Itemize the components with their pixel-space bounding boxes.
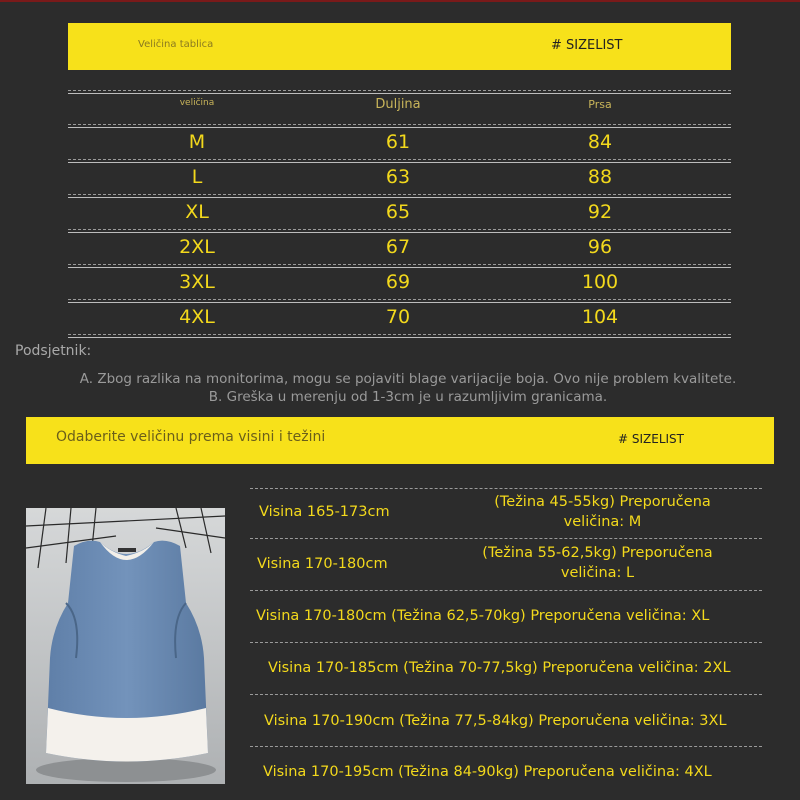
note-title: Podsjetnik:: [15, 343, 92, 359]
guide-divider: [250, 538, 762, 539]
table-divider: [68, 267, 731, 268]
table-divider: [68, 93, 731, 94]
header-size: veličina: [179, 98, 215, 108]
table-divider: [68, 197, 731, 198]
table-divider: [68, 337, 731, 338]
table-divider: [68, 90, 731, 91]
table-divider: [68, 302, 731, 303]
row-size: XL: [185, 201, 209, 223]
sizelist-label: # SIZELIST: [618, 432, 684, 446]
rec-line: Visina 170-195cm (Težina 84-90kg) Preporučena veličina: 4XL: [263, 764, 712, 780]
row-chest: 104: [581, 306, 619, 328]
table-divider: [68, 334, 731, 335]
table-divider: [68, 124, 731, 125]
rec-height: Visina 165-173cm: [259, 504, 390, 520]
row-length: 63: [385, 166, 411, 188]
row-size: M: [188, 131, 206, 153]
guide-divider: [250, 590, 762, 591]
product-photo: [26, 508, 225, 784]
row-size: 2XL: [179, 236, 215, 258]
table-divider: [68, 299, 731, 300]
rec-line: Visina 170-180cm (Težina 62,5-70kg) Preporučena veličina: XL: [256, 608, 710, 624]
table-divider: [68, 264, 731, 265]
table-divider: [68, 194, 731, 195]
rec-weight: (Težina 55-62,5kg) Preporučena veličina: L: [482, 545, 713, 581]
note-body: A. Zbog razlika na monitorima, mogu se pojaviti blage varijacije boja. Ovo nije problem kvalitete. B. Greška u merenju od 1-3cm je u razumljivim granicama.: [79, 371, 737, 405]
row-chest: 88: [587, 166, 613, 188]
table-divider: [68, 159, 731, 160]
row-chest: 96: [587, 236, 613, 258]
row-size: L: [191, 166, 203, 188]
row-size: 4XL: [179, 306, 215, 328]
size-table-title: Veličina tablica: [138, 39, 214, 50]
guide-divider: [250, 694, 762, 695]
row-chest: 100: [581, 271, 619, 293]
guide-divider: [250, 746, 762, 747]
row-length: 70: [385, 306, 411, 328]
guide-divider: [250, 642, 762, 643]
row-length: 69: [385, 271, 411, 293]
size-table-banner: [68, 23, 731, 70]
fleece-vest-image: [26, 508, 225, 784]
size-guide-title: Odaberite veličinu prema visini i težini: [56, 429, 326, 445]
header-chest: Prsa: [588, 98, 612, 111]
row-size: 3XL: [179, 271, 215, 293]
rec-line: Visina 170-185cm (Težina 70-77,5kg) Preporučena veličina: 2XL: [268, 660, 731, 676]
sizelist-label: # SIZELIST: [551, 38, 623, 53]
row-length: 67: [385, 236, 411, 258]
top-accent-line: [0, 0, 800, 2]
row-length: 65: [385, 201, 411, 223]
row-chest: 92: [587, 201, 613, 223]
rec-line: Visina 170-190cm (Težina 77,5-84kg) Preporučena veličina: 3XL: [264, 713, 727, 729]
row-length: 61: [385, 131, 411, 153]
rec-height: Visina 170-180cm: [257, 556, 388, 572]
header-length: Duljina: [375, 97, 421, 112]
table-divider: [68, 232, 731, 233]
table-divider: [68, 229, 731, 230]
rec-weight: (Težina 45-55kg) Preporučena veličina: M: [494, 494, 711, 530]
table-divider: [68, 162, 731, 163]
guide-divider: [250, 488, 762, 489]
row-chest: 84: [587, 131, 613, 153]
size-guide-banner: [26, 417, 774, 464]
table-divider: [68, 127, 731, 128]
